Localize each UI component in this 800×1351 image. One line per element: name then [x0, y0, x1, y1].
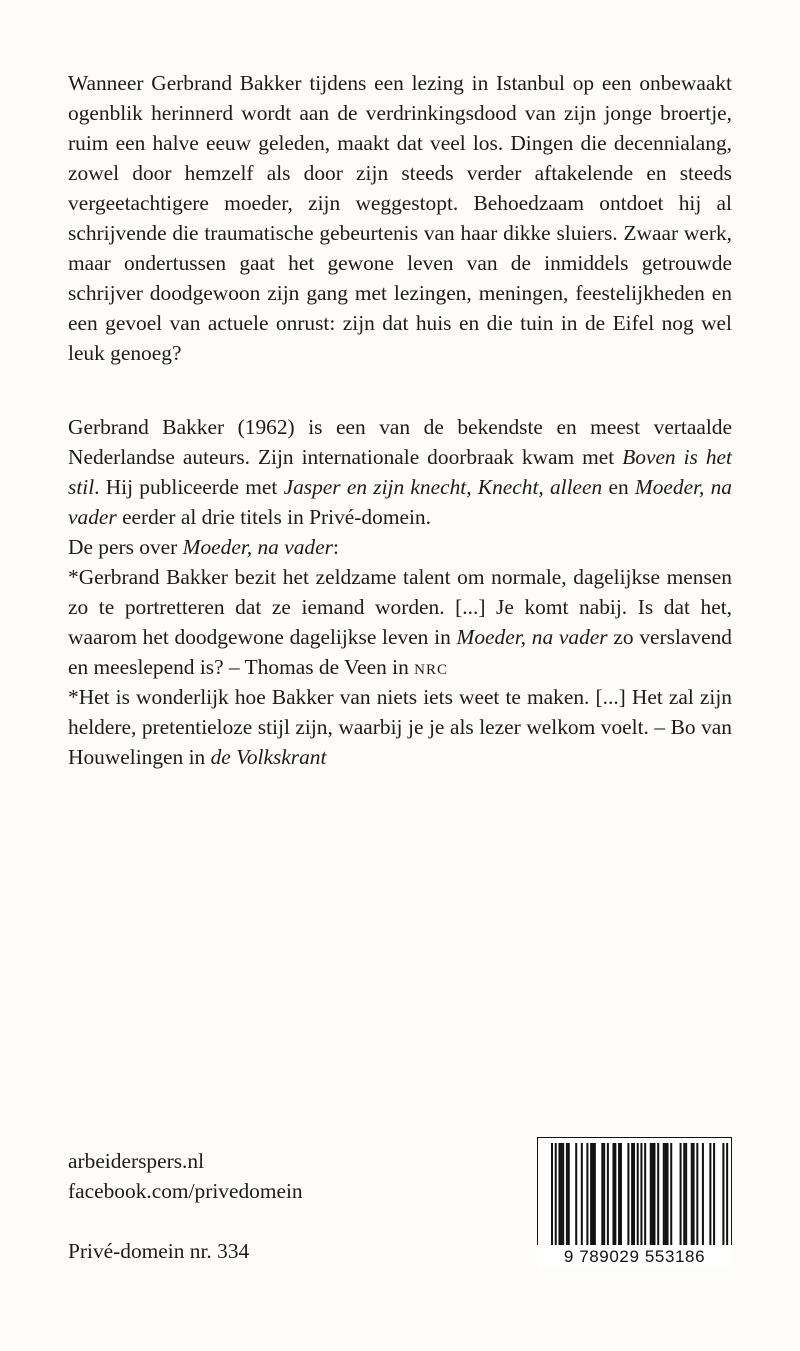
barcode-bar	[603, 1143, 605, 1247]
quote-text: zo verslavend en meeslepend is? – Thomas de Veen in	[68, 625, 732, 679]
footer-links	[68, 1146, 303, 1206]
barcode-bar	[620, 1143, 622, 1247]
website-link[interactable]: arbeiderspers.nl	[68, 1149, 205, 1173]
barcode-bar	[702, 1143, 704, 1247]
facebook-link[interactable]: facebook.com/privedomein	[68, 1179, 303, 1203]
barcode-bar	[691, 1143, 693, 1247]
barcode-bar	[568, 1143, 570, 1247]
barcode-bar	[560, 1143, 562, 1247]
isbn-barcode	[537, 1137, 732, 1269]
series-number: Privé-domein nr. 334	[68, 1239, 250, 1263]
author-bio-text: Gerbrand Bakker (1962) is een van de bekendste en meest vertaalde Nederlandse auteurs. Zijn internationale doorbraak kwam met	[68, 415, 732, 469]
barcode-bar	[601, 1143, 603, 1247]
barcode-bar	[607, 1143, 609, 1247]
barcode-bar	[680, 1143, 682, 1247]
quote-book-title: Moeder, na vader	[456, 625, 608, 649]
blurb-text: Wanneer Gerbrand Bakker tijdens een lezing in Istanbul op een onbewaakt ogenblik herinnerd wordt aan de verdrinkingsdood van zijn jonge broertje, ruim een halve eeuw geleden, maakt dat veel los. Dingen die decennialang, zowel door hemzelf als door zijn steeds verder aftakelende en steeds vergeetachtigere moeder, zijn weggestopt. Behoedzaam ontdoet hij al schrijvende die traumatische gebeurtenis van haar dikke sluiers. Zwaar werk, maar ondertussen gaat het gewone leven van de inmiddels getrouwde schrijver doodgewoon zijn gang met lezingen, meningen, feestelijkheden en een gevoel van actuele onrust: zijn dat huis en die tuin in de Eifel nog wel leuk genoeg?	[68, 71, 732, 365]
barcode-bar	[709, 1143, 711, 1247]
book-title-knecht-alleen: Knecht, alleen	[477, 475, 603, 499]
press-heading-title: Moeder, na vader	[182, 535, 333, 559]
barcode-bar	[652, 1143, 654, 1247]
author-bio-text: . Hij publiceerde met	[94, 475, 284, 499]
barcode-bar	[618, 1143, 620, 1247]
barcode-bar	[627, 1143, 629, 1247]
separator-text: ,	[466, 475, 478, 499]
barcode-bar	[592, 1143, 594, 1247]
barcode-bar	[685, 1143, 687, 1247]
barcode-bar	[693, 1143, 695, 1247]
barcode-bar	[562, 1143, 564, 1247]
book-title-jasper-en-zijn-knecht: Jasper en zijn knecht	[283, 475, 467, 499]
book-title-moeder-na-vader: Moeder, na vader	[68, 475, 732, 529]
press-quote-volkskrant	[68, 682, 732, 772]
blurb-paragraph	[68, 68, 732, 368]
barcode-bar	[581, 1143, 583, 1247]
barcode-bar	[590, 1143, 592, 1247]
press-quote-nrc	[68, 562, 732, 682]
press-heading	[68, 532, 732, 562]
barcode-bar	[558, 1143, 560, 1247]
barcode-bar	[612, 1143, 614, 1247]
barcode-digits: 9 789029 553186	[537, 1245, 732, 1269]
barcode-bar	[631, 1143, 633, 1247]
barcode-bar	[683, 1143, 685, 1247]
press-quotes	[68, 532, 732, 772]
quote-source-volkskrant: de Volkskrant	[210, 745, 327, 769]
barcode-bar	[670, 1143, 672, 1247]
press-heading-suffix: :	[332, 535, 339, 559]
barcode-bar	[594, 1143, 596, 1247]
barcode-bar	[614, 1143, 616, 1247]
quote-source-nrc: nrc	[414, 655, 448, 679]
barcode-bar	[653, 1143, 655, 1247]
author-bio-paragraph	[68, 412, 732, 532]
quote-text: *Gerbrand Bakker bezit het zeldzame talent om normale, dagelijkse mensen zo te portretteren dat ze iemand worden. [...] Je komt nabij. Is dat het, waarom het doodgewone dagelijkse leven in	[68, 565, 732, 649]
barcode-bar	[650, 1143, 652, 1247]
barcode-bar	[696, 1143, 698, 1247]
barcode-bar	[657, 1143, 659, 1247]
barcode-bar	[667, 1143, 669, 1247]
book-title-boven-is-het-stil: Boven is het stil	[68, 445, 732, 499]
separator-text: en	[602, 475, 635, 499]
author-bio-text: eerder al drie titels in Privé-domein.	[116, 505, 431, 529]
barcode-bar	[644, 1143, 646, 1247]
barcode-bar	[633, 1143, 635, 1247]
barcode-bar	[586, 1143, 588, 1247]
barcode-bar	[665, 1143, 667, 1247]
quote-text: *Het is wonderlijk hoe Bakker van niets iets weet te maken. [...] Het zal zijn heldere, pretentieloze stijl zijn, waarbij je je als lezer welkom voelt. – Bo van Houwelingen in	[68, 685, 732, 769]
press-heading-prefix: De pers over	[68, 535, 183, 559]
barcode-bar	[713, 1143, 715, 1247]
barcode-bar	[663, 1143, 665, 1247]
barcode-bar	[575, 1143, 577, 1247]
barcode-bar	[566, 1143, 568, 1247]
